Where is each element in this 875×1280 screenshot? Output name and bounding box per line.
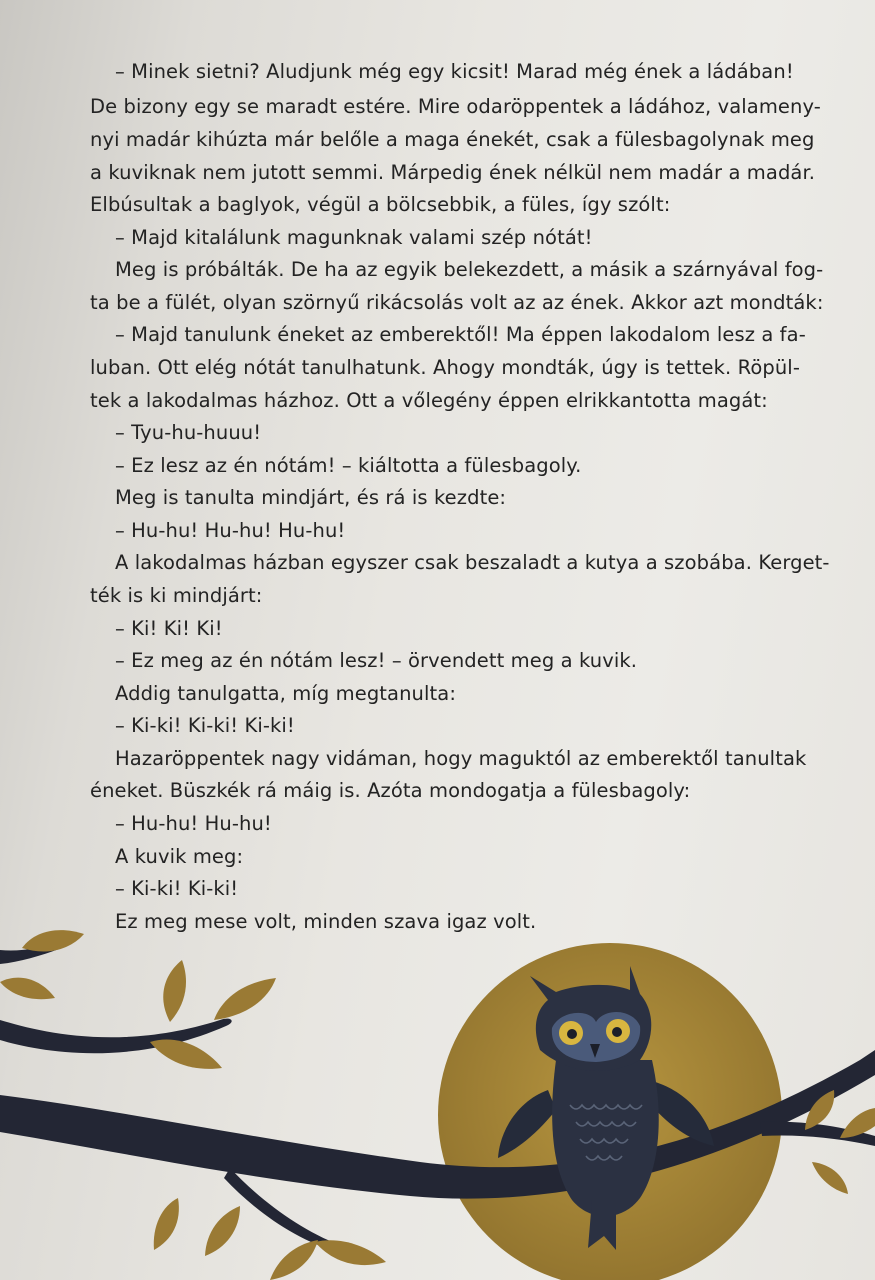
story-line: – Ez lesz az én nótám! – kiáltotta a fülesbagoly. <box>115 454 582 477</box>
leaf-shape <box>840 1108 875 1138</box>
story-line: ték is ki mindjárt: <box>90 584 263 607</box>
leaf-shape <box>163 960 186 1022</box>
story-line: luban. Ott elég nótát tanulhatunk. Ahogy mondták, úgy is tettek. Röpül- <box>90 356 800 379</box>
owl-right-pupil <box>612 1027 622 1037</box>
story-line: Hazaröppentek nagy vidáman, hogy maguktól az emberektől tanultak <box>115 747 807 770</box>
owl-body <box>552 1060 659 1216</box>
leaf-shape <box>22 930 84 951</box>
story-line: – Ki! Ki! Ki! <box>115 617 223 640</box>
story-line: – Hu-hu! Hu-hu! <box>115 812 272 835</box>
leaf-shape <box>150 1040 222 1069</box>
story-line: – Majd kitalálunk magunknak valami szép nótát! <box>115 226 593 249</box>
leaf-shape <box>0 978 55 1000</box>
story-line: – Hu-hu! Hu-hu! Hu-hu! <box>115 519 346 542</box>
story-line: nyi madár kihúzta már belőle a maga énekét, csak a fülesbagolynak meg <box>90 128 815 151</box>
story-line: – Ki-ki! Ki-ki! Ki-ki! <box>115 714 295 737</box>
leaf-shape <box>270 1240 318 1280</box>
story-line: Ez meg mese volt, minden szava igaz volt. <box>115 910 537 933</box>
story-line: éneket. Büszkék rá máig is. Azóta mondogatja a fülesbagoly: <box>90 779 691 802</box>
story-line: a kuviknak nem jutott semmi. Márpedig ének nélkül nem madár a madár. <box>90 161 816 184</box>
story-line: Elbúsultak a baglyok, végül a bölcsebbik, a füles, így szólt: <box>90 193 671 216</box>
story-line: Meg is tanulta mindjárt, és rá is kezdte: <box>115 486 507 509</box>
leaf-shape <box>315 1240 386 1265</box>
story-line: tek a lakodalmas házhoz. Ott a vőlegény éppen elrikkantotta magát: <box>90 389 768 412</box>
leaf-shape <box>205 1206 240 1256</box>
story-line: Addig tanulgatta, míg megtanulta: <box>115 682 456 705</box>
leaf-shape <box>812 1162 848 1194</box>
owl-left-pupil <box>567 1029 577 1039</box>
story-line: Meg is próbálták. De ha az egyik belekezdett, a másik a szárnyával fog- <box>115 258 824 281</box>
story-line: – Majd tanulunk éneket az emberektől! Ma éppen lakodalom lesz a fa- <box>115 323 806 346</box>
story-line: – Ez meg az én nótám lesz! – örvendett meg a kuvik. <box>115 649 638 672</box>
story-line: De bizony egy se maradt estére. Mire odaröppentek a ládához, valameny- <box>90 95 821 118</box>
story-line: ta be a fülét, olyan szörnyű rikácsolás volt az az ének. Akkor azt mondták: <box>90 291 824 314</box>
leaf-shape <box>214 978 276 1020</box>
story-line: A lakodalmas házban egyszer csak beszaladt a kutya a szobába. Kerget- <box>115 551 830 574</box>
story-line: – Minek sietni? Aludjunk még egy kicsit! Marad még ének a ládában! <box>115 60 794 83</box>
story-line: – Tyu-hu-huuu! <box>115 421 262 444</box>
story-line: A kuvik meg: <box>115 845 244 868</box>
owl-branch-illustration <box>0 900 875 1280</box>
story-line: – Ki-ki! Ki-ki! <box>115 877 239 900</box>
leaf-shape <box>154 1198 179 1250</box>
